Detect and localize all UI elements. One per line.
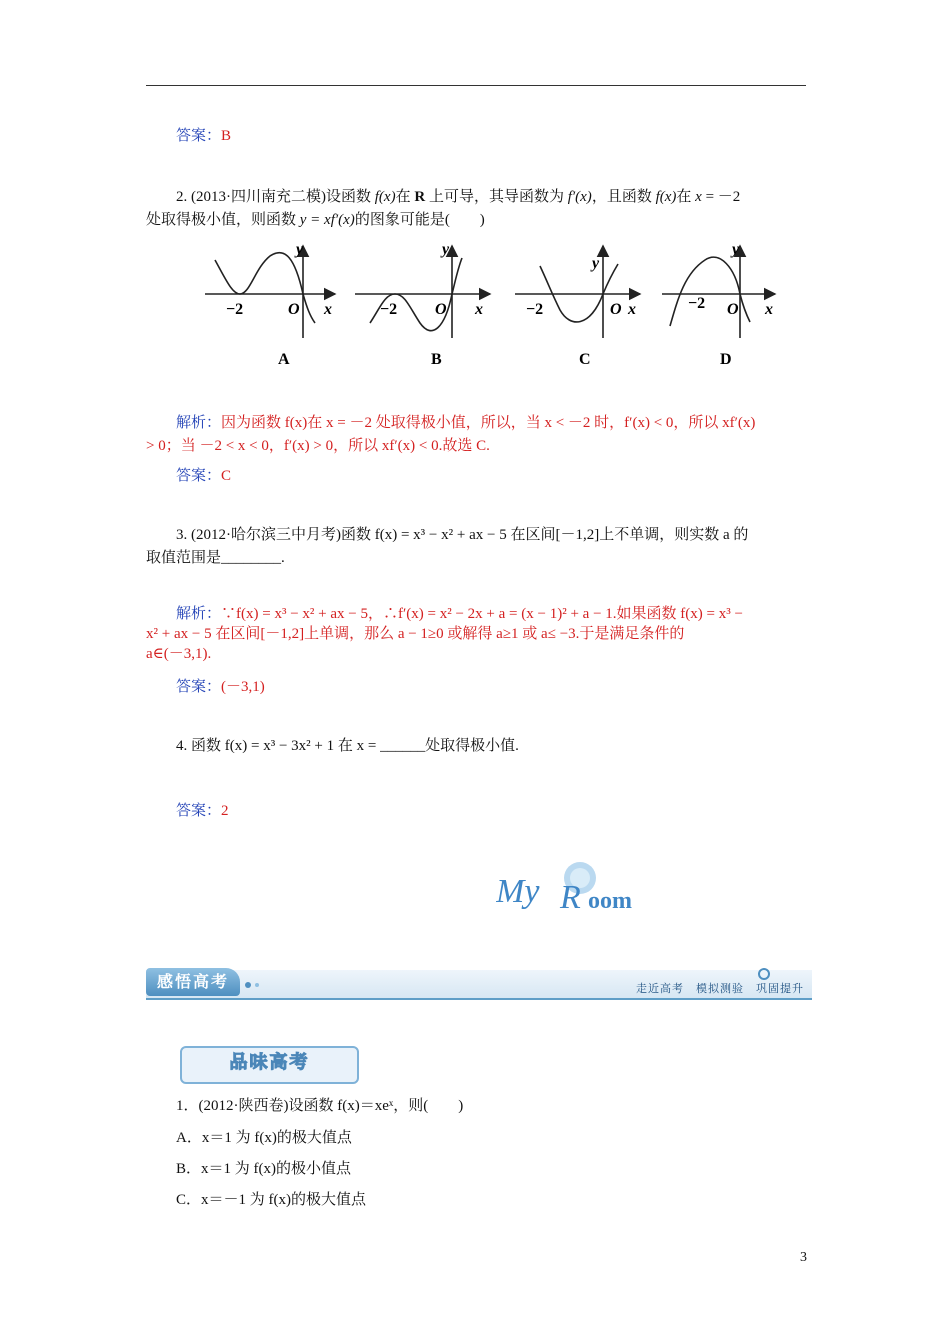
graph-d: [662, 246, 775, 338]
logo-art: [496, 858, 641, 914]
graph-d-tick: −2: [688, 295, 706, 312]
section-title: 品味高考: [180, 1046, 359, 1084]
q2-line2: 处取得极小值，则函数 y = xf′(x)的图象可能是( ): [146, 212, 485, 228]
q3-analysis-line1: 解析：∵f(x) = x³ − x² + ax − 5，∴f′(x) = x² − 2x + a = (x − 1)² + a − 1.如果函数 f(x) = x³ −: [176, 606, 743, 622]
graph-a-y: y: [296, 241, 304, 258]
graph-c-o: O: [610, 301, 622, 318]
graph-c-label: C: [579, 351, 591, 368]
graph-b: [355, 246, 490, 338]
q3-line1: 3. (2012·哈尔滨三中月考)函数 f(x) = x³ − x² + ax − 5 在区间[－1,2]上不单调，则实数 a 的: [176, 527, 749, 543]
graph-c: [515, 246, 640, 338]
q2-analysis-line2: > 0；当 －2 < x < 0，f′(x) > 0，所以 xf′(x) < 0.故选 C.: [146, 438, 490, 454]
q5-option-b: B．x＝1 为 f(x)的极小值点: [176, 1161, 351, 1177]
top-rule: [146, 85, 806, 86]
q3-analysis-line3: a∈(－3,1).: [146, 646, 212, 662]
banner-tag: 感悟高考: [146, 968, 240, 996]
graph-c-tick: −2: [526, 301, 544, 318]
graph-b-o: O: [435, 301, 447, 318]
graph-a-x: x: [324, 301, 332, 318]
myroom-logo: [496, 858, 641, 914]
q2-line1: 2. (2013·四川南充二模)设函数 f(x)在 R 上可导，其导函数为 f′(x)，且函数 f(x)在 x = －2: [176, 189, 741, 205]
q4-answer: 答案：2: [176, 803, 229, 819]
page-number: 3: [800, 1250, 807, 1265]
graph-b-tick: −2: [380, 301, 398, 318]
q2-graphs: [200, 238, 790, 373]
svg-text:R: R: [560, 879, 581, 914]
graph-a-o: O: [288, 301, 300, 318]
graph-d-y: y: [732, 241, 740, 258]
q2-answer: 答案：C: [176, 468, 232, 484]
svg-text:My: My: [496, 873, 540, 910]
graph-b-label: B: [431, 351, 442, 368]
graph-b-y: y: [442, 241, 450, 258]
graph-d-label: D: [720, 351, 732, 368]
graph-d-x: x: [765, 301, 773, 318]
graph-d-o: O: [727, 301, 739, 318]
banner-dots-icon: [244, 980, 264, 990]
graph-a-label: A: [278, 351, 290, 368]
svg-text:oom: oom: [588, 888, 632, 914]
q3-analysis-line2: x² + ax − 5 在区间[－1,2]上单调，那么 a − 1≥0 或解得 a≥1 或 a≤ −3.于是满足条件的: [146, 626, 685, 642]
q5-option-a: A．x＝1 为 f(x)的极大值点: [176, 1130, 352, 1146]
q4-line1: 4. 函数 f(x) = x³ − 3x² + 1 在 x = ______处取得极小值.: [176, 738, 519, 754]
graph-a: [205, 246, 335, 338]
graph-c-y: y: [592, 255, 600, 272]
banner-right-text: 走近高考 模拟测验 巩固提升: [636, 982, 804, 995]
graph-a-tick: −2: [226, 301, 244, 318]
q1-answer: 答案：B: [176, 128, 232, 144]
graph-b-x: x: [475, 301, 483, 318]
graph-c-x: x: [628, 301, 636, 318]
q5-option-c: C．x＝－1 为 f(x)的极大值点: [176, 1192, 366, 1208]
q3-answer: 答案：(－3,1): [176, 679, 265, 695]
q2-analysis-line1: 解析：因为函数 f(x)在 x = －2 处取得极小值，所以，当 x < －2 时，f′(x) < 0，所以 xf′(x): [176, 415, 756, 431]
q5-line1: 1．(2012·陕西卷)设函数 f(x)＝xeˣ，则( ): [176, 1098, 464, 1114]
section-banner: [146, 966, 812, 1000]
q3-line2: 取值范围是________.: [146, 550, 285, 566]
